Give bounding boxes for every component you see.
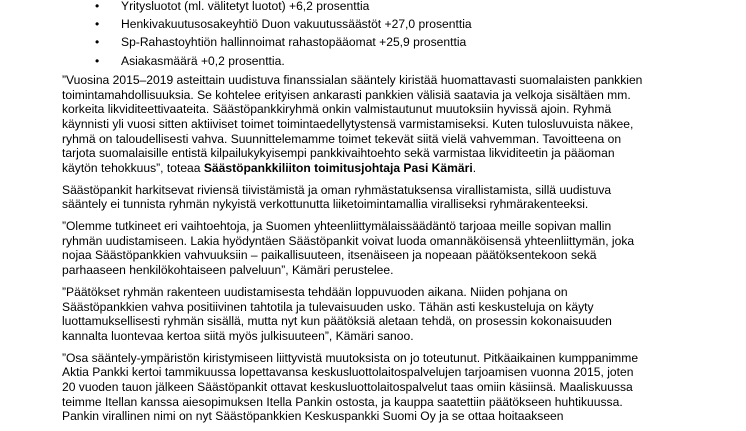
speaker-name: Säästöpankkiliiton toimitusjohtaja Pasi Kämäri — [203, 160, 473, 175]
bullet-item — [62, 17, 732, 32]
quote-paragraph-changes: ”Osa sääntely-ympäristön kiristymiseen liittyvistä muutoksista on jo toteutunut. Pitkäaikainen kumppanimme Aktia Pankki kertoi tammikuussa lopettavansa keskusluottolaitospalvelujen tarjoamisen vuonna 2015, joten 20 vuoden tauon jälkeen Säästöpankit ottavat keskusluottolaitospalvelut taas omiin käsiinsä. Maaliskuussa teimme Itellan kanssa aiesopimuksen Itella Pankin ostosta, ja kauppa saatettiin päätökseen huhtikuussa. Pankin virallinen nimi on nyt Säästöpankkien Keskuspankki Suomi Oy ja se ottaa hoitaakseen — [62, 350, 639, 424]
bullet-item — [62, 0, 732, 14]
quote-paragraph-decisions: ”Päätökset ryhmän rakenteen uudistamisesta tehdään loppuvuoden aikana. Niiden pohjana on Säästöpankkien vahva positiivinen tahtotila ja tulevaisuuden usko. Tähän asti keskusteluja on käyty luottamuksellisesti ryhmän sisällä, mutta nyt kun päätöksiä aletaan tehdä, on prosessin kokonaisuuden kannalta luontevaa kertoa siitä myös julkisuuteen”, Kämäri sanoo. — [62, 285, 612, 343]
paragraph-group-status: Säästöpankit harkitsevat riviensä tiivistämistä ja oman ryhmästatuksensa virallistamista, sillä uudistuva sääntely ei tunnista ryhmän nykyistä verkottunutta liiketoimintamallia viralliseksi ryhmärakenteeksi. — [62, 182, 612, 212]
bullet-icon: • — [95, 0, 100, 13]
paragraph-text: ”Vuosina 2015–2019 asteittain uudistuva finanssialan sääntely kiristää huomattavasti suomalaisten pankkien toimintamahdollisuuksia. Se kohtelee erityisen ankarasti pankkien välisiä saatavia ja velkoja sisältäen mm. korkeita likviditeettivaateita. Säästöpankkiryhmä onkin valmistautunut muutoksiin hyvissä ajoin. Ryhmä käynnisti yli vuosi sitten aktiiviset toimet toimintaedellytystensä varmistamiseksi. Kuten tulosluvuista näkee, ryhmä on taloudellisesti vahva. Suunnittelemamme toimet tekevät siitä vielä vahvemman. Tavoitteena on tarjota suomalaisille entistä kilpailukykyisempi pankkivaihtoehto sekä varmistaa likviditeetin ja pääoman käytön tehokkuus”, toteaa — [62, 73, 643, 175]
bullet-icon: • — [95, 35, 100, 50]
bullet-icon: • — [95, 53, 100, 68]
bullet-text: Yritysluotot (ml. välitetyt luotot) +6,2 prosenttia — [121, 0, 370, 13]
document-page — [62, 0, 732, 431]
bullet-item — [62, 54, 732, 69]
bullet-icon: • — [95, 17, 100, 32]
quote-paragraph-alternatives: ”Olemme tutkineet eri vaihtoehtoja, ja Suomen yhteenliittymälaissäädäntö tarjoaa meille sopivan mallin ryhmän uudistamiseen. Lakia hyödyntäen Säästöpankit voivat luoda omannäköisensä yhteenliittymän, joka nojaa Säästöpankkien vahvuuksiin – paikallisuuteen, itsenäiseen ja nopeaan päätöksentekoon sekä parhaaseen henkilökohtaiseen palveluun”, Kämäri perustelee. — [62, 219, 635, 278]
quote-paragraph-regulation — [62, 73, 732, 175]
bullet-text: Henkivakuutusosakeyhtiö Duon vakuutussäästöt +27,0 prosenttia — [121, 17, 472, 32]
paragraph-end: . — [472, 160, 477, 175]
bullet-item — [62, 35, 732, 50]
bullet-list — [62, 0, 732, 68]
bullet-text: Sp-Rahastoyhtiön hallinnoimat rahastopääomat +25,9 prosenttia — [121, 35, 467, 50]
bullet-text: Asiakasmäärä +0,2 prosenttia. — [121, 53, 285, 68]
